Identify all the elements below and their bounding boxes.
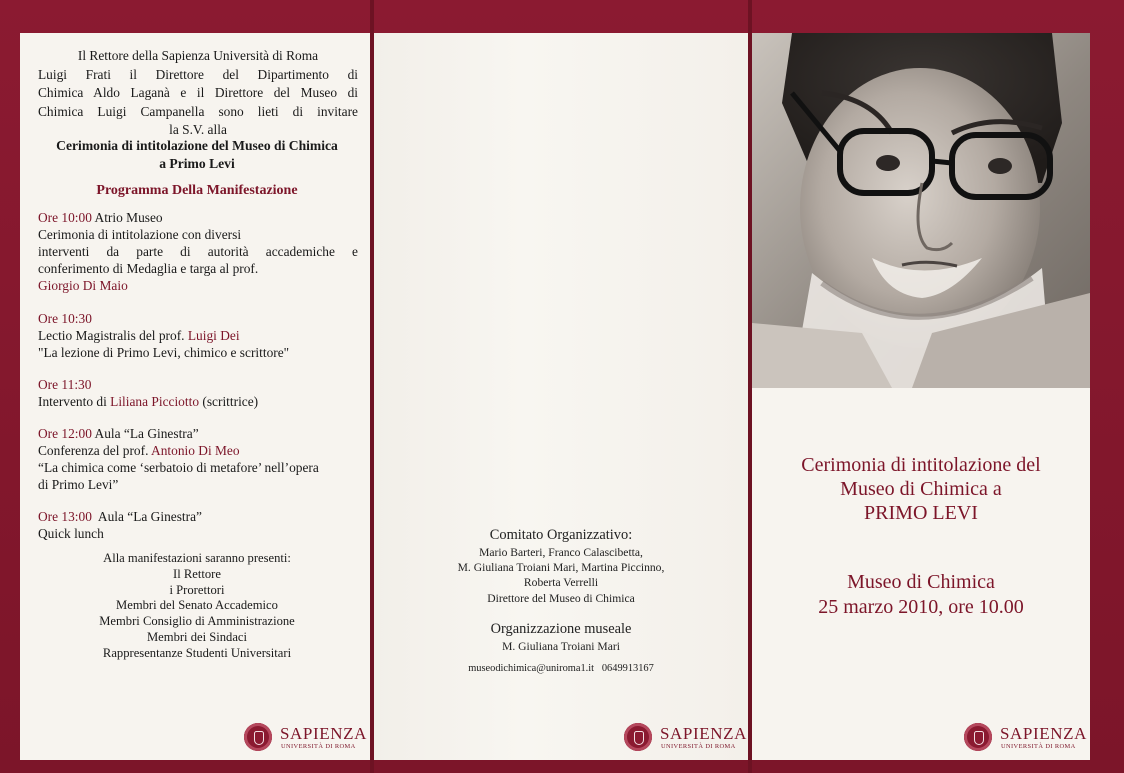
event-time: Ore 11:30 <box>38 377 92 392</box>
organization-name: M. Giuliana Troiani Mari <box>502 640 620 653</box>
ceremony-title <box>32 137 362 173</box>
event-time: Ore 13:00 <box>38 509 92 524</box>
contact-email[interactable]: museodichimica@uniroma1.it <box>468 663 595 674</box>
event-place: Atrio Museo <box>91 210 163 225</box>
sapienza-seal-icon <box>244 723 272 751</box>
sapienza-logo <box>244 721 367 755</box>
committee-line: M. Giuliana Troiani Mari, Martina Piccinno, <box>457 561 665 575</box>
event-line: interventi da parte di autorità accademiche e <box>38 244 358 259</box>
event-line: conferimento di Medaglia e targa al prof. <box>38 261 259 276</box>
logo-subtitle: UNIVERSITÀ DI ROMA <box>1001 743 1076 750</box>
committee-line: Direttore del Museo di Chimica <box>487 591 635 605</box>
cover-panel <box>752 33 1090 760</box>
attendee: Rappresentanze Studenti Universitari <box>102 645 292 660</box>
event-line: Cerimonia di intitolazione con diversi <box>38 227 242 242</box>
intro-line: Chimica Aldo Laganà e il Direttore del Museo di <box>38 85 358 101</box>
ceremony-title-line: a Primo Levi <box>159 156 235 171</box>
contact-line <box>374 663 748 674</box>
event-quote: “La chimica come ‘serbatoio di metafore’ nell’opera <box>38 460 319 475</box>
portrait-photo <box>752 33 1090 388</box>
intro-line: Il Rettore della Sapienza Università di Roma <box>77 48 319 63</box>
intro-line: Chimica Luigi Campanella sono lieti di invitare <box>38 103 358 119</box>
intro-line: Luigi Frati il Direttore del Dipartimento di <box>38 66 358 82</box>
event-quote: "La lezione di Primo Levi, chimico e scrittore" <box>38 345 290 360</box>
event-line: Lectio Magistralis del prof. <box>38 328 188 343</box>
event-quote: di Primo Levi” <box>38 477 119 492</box>
attendee: Membri dei Sindaci <box>146 629 248 644</box>
cover-title-name: PRIMO LEVI <box>864 502 978 524</box>
cover-title-line: Cerimonia di intitolazione del <box>801 454 1041 476</box>
logo-name: SAPIENZA <box>280 724 367 743</box>
logo-subtitle: UNIVERSITÀ DI ROMA <box>281 743 356 750</box>
committee-title: Comitato Organizzativo: <box>489 527 633 543</box>
attendees-heading: Alla manifestazioni saranno presenti: <box>103 551 291 565</box>
sapienza-logo <box>624 721 747 755</box>
cover-title <box>758 453 1084 525</box>
program-panel <box>20 33 370 760</box>
event-venue: Museo di Chimica <box>847 571 995 593</box>
event-date: 25 marzo 2010, ore 10.00 <box>818 596 1024 618</box>
attendee: Membri Consiglio di Amministrazione <box>99 614 295 629</box>
program-title: Programma Della Manifestazione <box>96 183 298 198</box>
organization-title: Organizzazione museale <box>490 621 632 637</box>
attendee: Il Rettore <box>173 566 221 581</box>
event-line: Intervento di <box>38 394 111 409</box>
committee-members <box>374 545 748 606</box>
event-note: (scrittrice) <box>199 394 259 409</box>
logo-subtitle: UNIVERSITÀ DI ROMA <box>661 743 736 750</box>
sapienza-seal-icon <box>624 723 652 751</box>
attendee: Membri del Senato Accademico <box>116 598 278 613</box>
committee-line: Mario Barteri, Franco Calascibetta, <box>479 546 643 559</box>
committee-panel <box>374 33 748 760</box>
event-time: Ore 12:00 <box>38 426 92 441</box>
ceremony-title-line: Cerimonia di intitolazione del Museo di Chimica <box>56 138 338 153</box>
event-details <box>758 570 1084 620</box>
sapienza-logo <box>964 721 1087 755</box>
event-time: Ore 10:00 <box>38 210 92 225</box>
event-speaker: Giorgio Di Maio <box>38 278 128 293</box>
cover-title-line: Museo di Chimica a <box>840 478 1002 500</box>
attendee: i Prorettori <box>169 582 225 597</box>
event-speaker: Luigi Dei <box>187 328 240 343</box>
portrait-illustration <box>752 33 1090 388</box>
logo-name: SAPIENZA <box>1000 724 1087 743</box>
sapienza-seal-icon <box>964 723 992 751</box>
intro-line: la S.V. alla <box>169 122 227 138</box>
event-time: Ore 10:30 <box>38 311 92 326</box>
attendees-list <box>32 551 362 662</box>
logo-name: SAPIENZA <box>660 724 747 743</box>
event-place: Aula “La Ginestra” <box>91 509 202 524</box>
event-1030 <box>38 310 358 361</box>
contact-phone: 0649913167 <box>601 663 654 674</box>
event-speaker: Liliana Picciotto <box>110 394 200 409</box>
event-line: Conferenza del prof. <box>38 443 152 458</box>
event-1000 <box>38 209 358 294</box>
event-1130 <box>38 376 358 410</box>
event-1200 <box>38 425 358 493</box>
event-1300 <box>38 508 358 542</box>
event-line: Quick lunch <box>38 526 104 541</box>
invitation-text <box>38 47 358 140</box>
event-place: Aula “La Ginestra” <box>91 426 199 441</box>
committee-line: Roberta Verrelli <box>523 576 599 590</box>
event-speaker: Antonio Di Meo <box>151 443 240 458</box>
